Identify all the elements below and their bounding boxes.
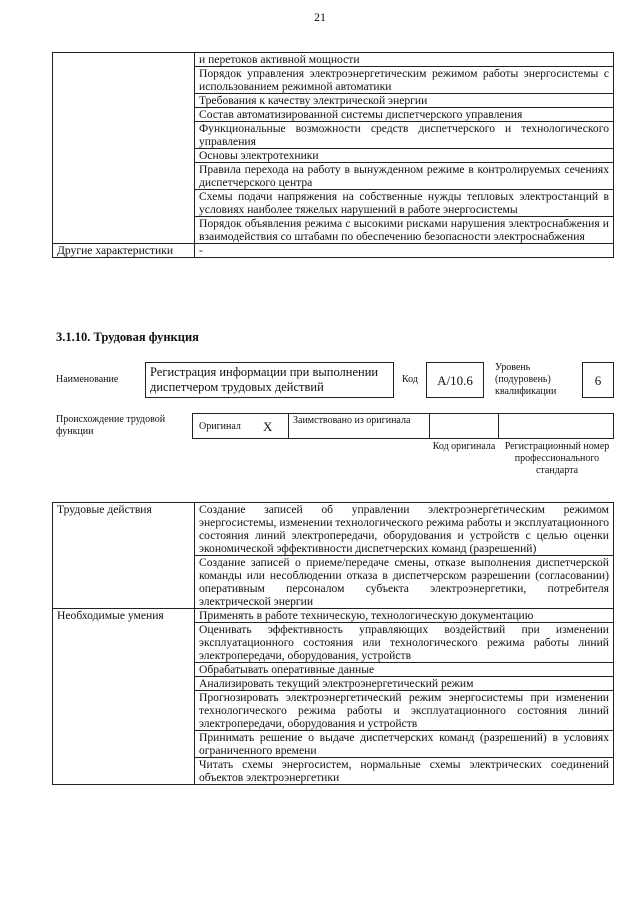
qualification-level: 6 [582, 362, 614, 398]
actions-label: Трудовые действия [53, 503, 195, 609]
origin-label: Происхождение трудовой функции [56, 414, 166, 437]
page-number: 21 [314, 10, 326, 24]
knowledge-item: и перетоков активной мощности [195, 53, 614, 67]
skill-item: Прогнозировать электроэнергетический режим энергосистемы при изменении технологического режима работы и эксплуатационного состояния линий электропередачи, оборудования и устройств [195, 691, 614, 731]
knowledge-item: Основы электротехники [195, 149, 614, 163]
action-item: Создание записей об управлении электроэнергетическим режимом энергосистемы, изменении технологического режима работы и эксплуатационного состояния линий электропередачи, оборудования и устройств с целью оценки экономической эффективности диспетчерских команд (разрешений) [195, 503, 614, 556]
other-characteristics-value: - [195, 244, 614, 258]
level-label: Уровень (подуровень) квалификации [495, 362, 557, 397]
skill-item: Обрабатывать оперативные данные [195, 663, 614, 677]
skill-item: Применять в работе техническую, технологическую документацию [195, 609, 614, 623]
function-code: A/10.6 [426, 362, 484, 398]
action-item: Создание записей о приеме/передаче смены, отказе выполнения диспетчерской команды или несоблюдении отказа в диспетчерском разрешении (согласовании) оперативным персоналом субъекта электроэнергетики, потребителя электрической энергии [195, 556, 614, 609]
original-cell [192, 413, 289, 439]
knowledge-item: Требования к качеству электрической энергии [195, 94, 614, 108]
other-characteristics-label: Другие характеристики [53, 244, 195, 258]
knowledge-item: Порядок управления электроэнергетическим режимом работы энергосистемы с использованием режимной автоматики [195, 67, 614, 94]
borrowed-cell [288, 413, 430, 439]
function-title: Регистрация информации при выполнении диспетчером трудовых действий [145, 362, 394, 398]
knowledge-item: Функциональные возможности средств диспетчерского и технологического управления [195, 122, 614, 149]
skill-item: Принимать решение о выдаче диспетчерских команд (разрешений) в условиях ограниченного времени [195, 731, 614, 758]
section-heading: 3.1.10. Трудовая функция [56, 330, 199, 344]
original-label: Оригинал [199, 421, 241, 432]
skill-item: Оценивать эффективность управляющих воздействий при изменении эксплуатационного состояния или технологического режима работы линий электропередачи, оборудования, устройств [195, 623, 614, 663]
original-mark: X [263, 419, 273, 434]
knowledge-item: Порядок объявления режима с высокими рисками нарушения электроснабжения и взаимодействия со штабами по обеспечению безопасности электроснабжения [195, 217, 614, 244]
registration-number-cell [498, 413, 614, 439]
knowledge-item: Схемы подачи напряжения на собственные нужды тепловых электростанций в условиях наиболее тяжелых нарушений в работе энергосистемы [195, 190, 614, 217]
registration-number-caption: Регистрационный номер профессионального стандарта [504, 441, 610, 476]
borrowed-label: Заимствовано из оригинала [293, 415, 411, 426]
knowledge-label-cell [53, 53, 195, 244]
skill-item: Анализировать текущий электроэнергетический режим [195, 677, 614, 691]
knowledge-table [52, 52, 614, 258]
code-label: Код [402, 374, 418, 385]
original-code-caption: Код оригинала [432, 441, 496, 452]
skill-item: Читать схемы энергосистем, нормальные схемы электрических соединений объектов электроэнергетики [195, 758, 614, 785]
skills-label: Необходимые умения [53, 609, 195, 785]
knowledge-item: Состав автоматизированной системы диспетчерского управления [195, 108, 614, 122]
original-code-cell [429, 413, 499, 439]
function-table [52, 502, 614, 785]
origin-row [192, 413, 614, 439]
name-label: Наименование [56, 374, 119, 385]
knowledge-item: Правила перехода на работу в вынужденном режиме в контролируемых сечениях диспетчерского центра [195, 163, 614, 190]
